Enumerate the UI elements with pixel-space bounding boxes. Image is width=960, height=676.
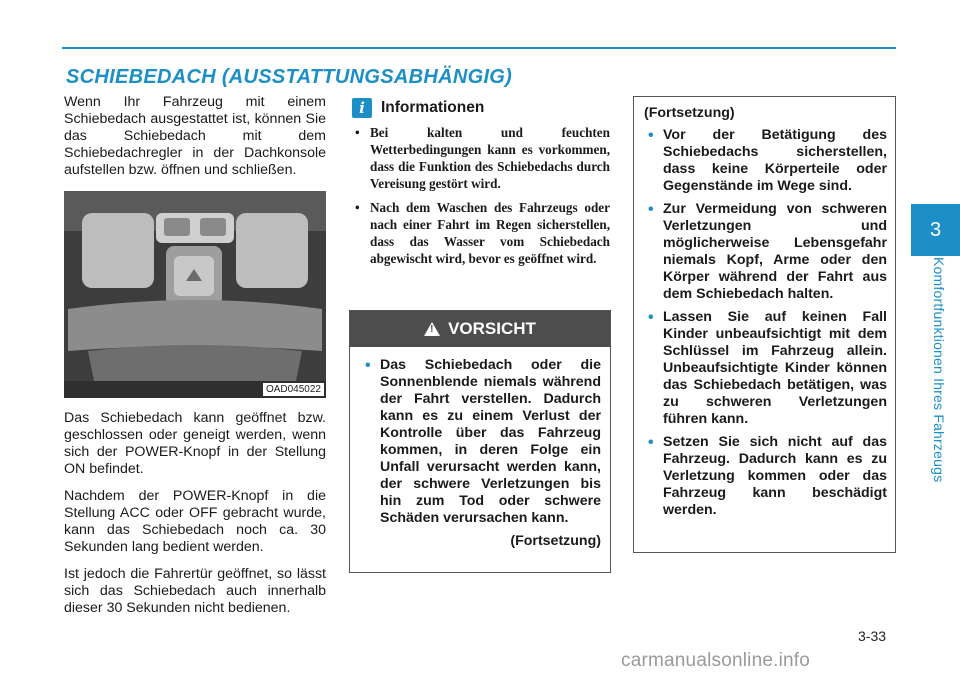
paragraph-acc-off: Nachdem der POWER-Knopf in die Stellung ACC oder OFF gebracht wurde, kann das Schiebedach noch ca. 30 Sekunden lang bedient werden.	[64, 488, 326, 555]
header-rule	[62, 47, 896, 49]
info-title: Informationen	[381, 99, 485, 116]
chapter-title: Komfortfunktionen Ihres Fahrzeugs	[931, 257, 947, 483]
info-heading	[352, 98, 484, 118]
continued-label: (Fortsetzung)	[510, 533, 601, 549]
overhead-console-photo	[64, 191, 326, 398]
caution-item: • Lassen Sie auf keinen Fall Kinder unbeaufsichtigt mit dem Schlüssel im Fahrzeug allein. Unbeaufsichtigte Kinder können das Schiebedach betätigen, was zu schweren Verletzungen führen kann.	[644, 309, 887, 428]
intro-paragraph: Wenn Ihr Fahrzeug mit einem Schiebedach ausgestattet ist, können Sie das Schiebedach mit dem Schiebedachregler in der Dachkonsole aufstellen bzw. öffnen und schließen.	[64, 94, 326, 178]
chapter-tab	[911, 204, 960, 256]
caution-item: • Setzen Sie sich nicht auf das Fahrzeug. Dadurch kann es zu Verletzung kommen oder das Fahrzeug kann beschädigt werden.	[644, 434, 887, 519]
caution-item: • Zur Vermeidung von schweren Verletzungen und möglicherweise Lebensgefahr niemals Kopf, Arme oder den Körper während der Fahrt aus dem Schiebedach halten.	[644, 201, 887, 303]
paragraph-driver-door: Ist jedoch die Fahrertür geöffnet, so lässt sich das Schiebedach auch innerhalb dieser 30 Sekunden nicht bedienen.	[64, 566, 326, 616]
page-number: 3-33	[858, 628, 887, 644]
info-item: • Bei kalten und feuchten Wetterbedingungen kann es vorkommen, dass die Funktion des Schiebedachs durch Vereisung gestört wird.	[352, 124, 610, 192]
paragraph-power-on: Das Schiebedach kann geöffnet bzw. geschlossen oder geneigt werden, wenn sich der POWER-Knopf in der Stellung ON befindet.	[64, 410, 326, 477]
caution-item: • Vor der Betätigung des Schiebedachs sicherstellen, dass keine Körperteile oder Gegenstände im Wege sind.	[644, 127, 887, 195]
caution-continued-box	[633, 96, 896, 553]
continued-label: (Fortsetzung)	[644, 105, 735, 121]
image-code: OAD045022	[263, 383, 324, 396]
watermark: carmanualsonline.info	[621, 650, 811, 671]
info-item: • Nach dem Waschen des Fahrzeugs oder nach einer Fahrt im Regen sicherstellen, dass das Wasser vom Schiebedach abgewischt wird, bevor es geöffnet wird.	[352, 199, 610, 267]
caution-item: • Das Schiebedach oder die Sonnenblende niemals während der Fahrt verstellen. Dadurch kann es zu einem Verlust der Kontrolle über das Fahrzeug kommen, in deren Folge ein Unfall verursacht werden kann, der schwere Verletzungen bis hin zum Tod oder schwere Schäden verursachen kann.	[361, 357, 601, 527]
warning-triangle-icon: !	[424, 322, 440, 336]
section-title: SCHIEBEDACH (AUSSTATTUNGSABHÄNGIG)	[66, 66, 513, 88]
caution-box	[349, 310, 611, 573]
caution-continued-list	[644, 127, 887, 519]
caution-list	[350, 347, 610, 527]
caution-header	[350, 311, 610, 347]
info-icon: i	[352, 98, 372, 118]
info-list	[352, 124, 610, 274]
caution-title: VORSICHT	[448, 319, 536, 338]
overhead-console-illustration	[64, 191, 326, 398]
left-column	[64, 94, 326, 627]
chapter-number: 3	[929, 218, 942, 241]
